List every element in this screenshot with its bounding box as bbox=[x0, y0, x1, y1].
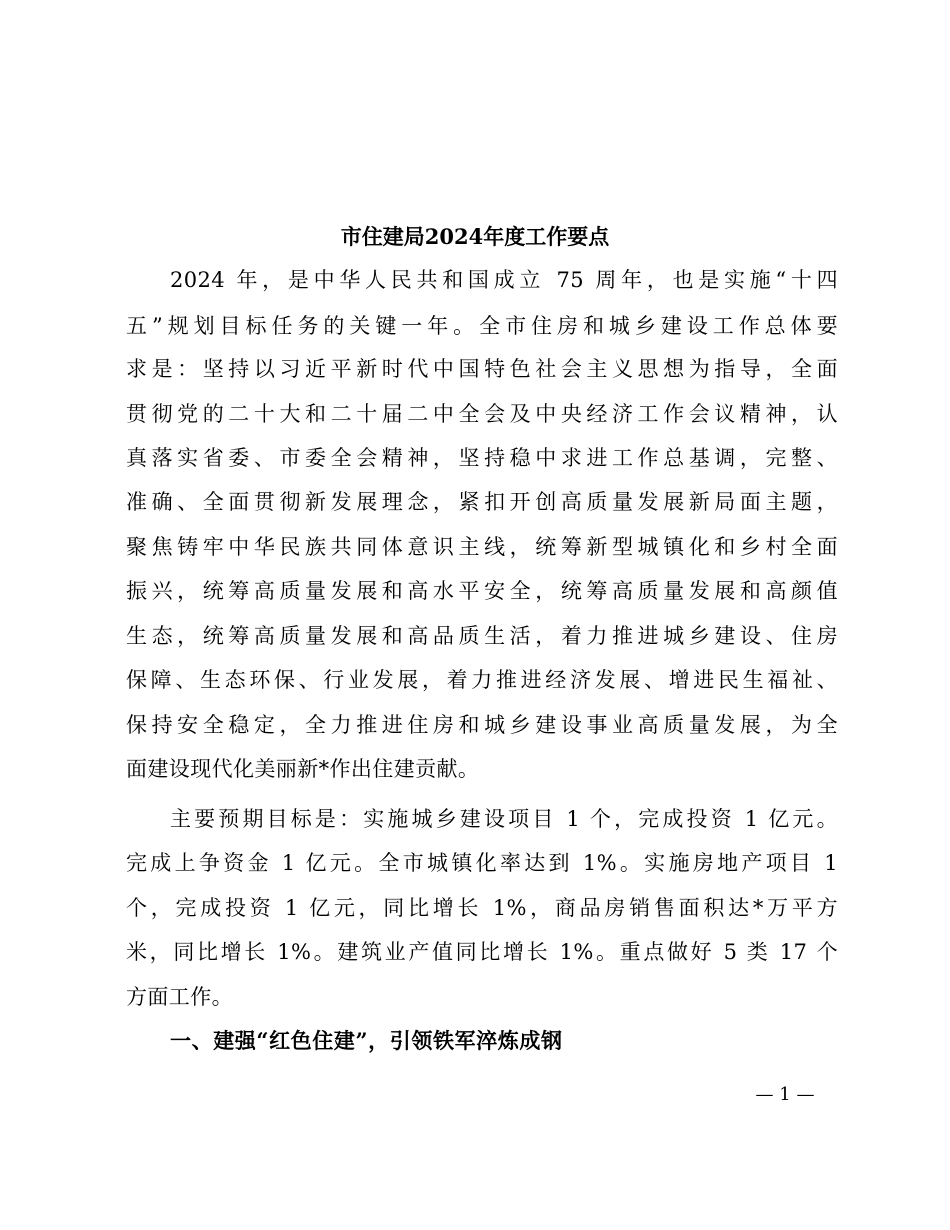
paragraph-line: 面建设现代化美丽新*作出住建贡献。 bbox=[126, 757, 480, 781]
paragraph-line: 五”规划目标任务的关键一年。全市住房和城乡建设工作总体要 bbox=[126, 314, 838, 338]
paragraph-line: 2024 年，是中华人民共和国成立 75 周年，也是实施“十四 bbox=[170, 268, 838, 292]
section-heading: 一、建强“红色住建”，引领铁军淬炼成钢 bbox=[170, 1028, 563, 1053]
paragraph-line: 方面工作。 bbox=[126, 985, 233, 1009]
paragraph-line: 聚焦铸牢中华民族共同体意识主线，统筹新型城镇化和乡村全面 bbox=[126, 535, 838, 559]
document-title: 市住建局2024年度工作要点 bbox=[340, 224, 610, 249]
paragraph-line: 完成上争资金 1 亿元。全市城镇化率达到 1%。实施房地产项目 1 bbox=[126, 851, 838, 875]
paragraph-line: 个，完成投资 1 亿元，同比增长 1%，商品房销售面积达*万平方 bbox=[126, 896, 838, 920]
paragraph-line: 主要预期目标是：实施城乡建设项目 1 个，完成投资 1 亿元。 bbox=[170, 807, 838, 831]
paragraph-line: 振兴，统筹高质量发展和高水平安全，统筹高质量发展和高颜值 bbox=[126, 579, 838, 603]
paragraph-line: 保持安全稳定，全力推进住房和城乡建设事业高质量发展，为全 bbox=[126, 713, 838, 737]
paragraph-line: 求是：坚持以习近平新时代中国特色社会主义思想为指导，全面 bbox=[126, 357, 838, 381]
paragraph-line: 生态，统筹高质量发展和高品质生活，着力推进城乡建设、住房 bbox=[126, 624, 838, 648]
paragraph-line: 贯彻党的二十大和二十届二中全会及中央经济工作会议精神，认 bbox=[126, 402, 838, 426]
paragraph-line: 米，同比增长 1%。建筑业产值同比增长 1%。重点做好 5 类 17 个 bbox=[126, 940, 838, 964]
paragraph-line: 保障、生态环保、行业发展，着力推进经济发展、增进民生福祉、 bbox=[126, 668, 838, 692]
page-number: — 1 — bbox=[755, 1084, 815, 1105]
paragraph-line: 真落实省委、市委全会精神，坚持稳中求进工作总基调，完整、 bbox=[126, 446, 838, 470]
paragraph-line: 准确、全面贯彻新发展理念，紧扣开创高质量发展新局面主题， bbox=[126, 490, 838, 514]
